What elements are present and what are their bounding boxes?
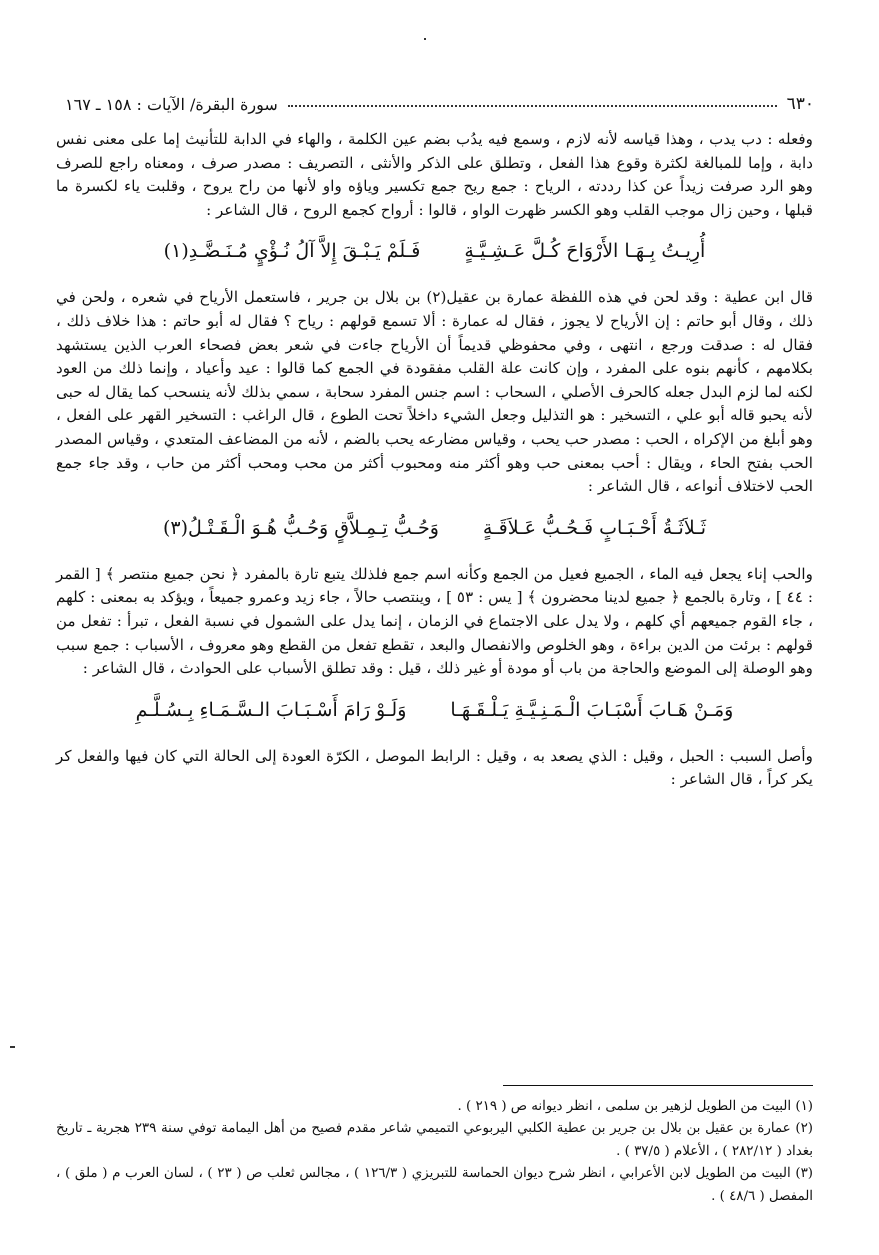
verse-1-first-hemistich: أُرِيـتُ بِـهَـا الأَرْوَاحَ كُـلَّ عَـشِـيَّـةٍ [464, 240, 706, 263]
footnote-2: (٢) عمارة بن عقيل بن بلال بن جرير بن عطية الكلبي اليربوعي التميمي شاعر مقدم فصيح من أهل اليمامة توفي سنة ٢٣٩ هجرية ـ تاريخ بغداد ( ٢٨٢/١٢ ) ، الأعلام ( ٣٧/٥ ) . [56, 1121, 813, 1159]
verse-1 [56, 230, 813, 272]
page-number: ٦٣٠ [786, 94, 814, 114]
footnote-1: (١) البيت من الطويل لزهير بن سلمى ، انظر ديوانه ص ( ٢١٩ ) . [457, 1099, 813, 1114]
verse-3-second-hemistich: وَلَـوْ رَامَ أَسْـبَـابَ الـسَّـمَـاءِ بِـسُـلَّـمِ [135, 698, 407, 721]
verse-2-first-hemistich: ثَـلاَثَـةُ أَحْـبَـابٍ فَـحُـبُّ عَـلاَقَـةٍ [482, 516, 707, 539]
running-header [65, 92, 814, 116]
footnote-3: (٣) البيت من الطويل لابن الأعرابي ، انظر شرح ديوان الحماسة للتبريزي ( ١٢٦/٣ ) ، مجالس ثعلب ص ( ٢٣ ) ، لسان العرب م ( ملق ) ، المفصل ( ٤٨/٦ ) . [56, 1166, 814, 1204]
paragraph-1: وفعله : دب يدب ، وهذا قياسه لأنه لازم ، وسمع فيه يدُب بضم عين الكلمة ، والهاء في الدابة للتأنيث إما على معنى نفس دابة ، وإما للمبالغة لكثرة وقوع هذا الفعل ، وتطلق على الذكر والأنثى ، التصريف : مصدر صرف ، ومعناه راجع للصرف وهو الرد صرفت زيداً عن كذا رددته ، الرياح : جمع ريح جمع تكسير وياؤه واو لأنها من راح يروح ، وقلبت ياء لكسرة ما قبلها ، وحين زال موجب القلب وهو الكسر ظهرت الواو ، قالوا : أرواح كجمع الروح ، قال الشاعر : [56, 130, 813, 219]
verse-1-second-hemistich: فَـلَمْ يَـبْـقَ إِلاَّ آلُ نُـؤْيٍ مُـنَـضَّـدِ(١) [163, 240, 421, 263]
header-dot-leader [288, 105, 777, 107]
verse-3-first-hemistich: وَمَـنْ هَـابَ أَسْبَـابَ الْـمَـنِـيَّـةِ يَـلْـقَـهَـا [450, 698, 734, 721]
paragraph-4: وأصل السبب : الحبل ، وقيل : الذي يصعد به ، وقيل : الرابط الموصل ، الكرّة العودة إلى الحالة التي كان فيها والفعل كر يكر كراً ، قال الشاعر : [56, 746, 813, 789]
paragraph-2: قال ابن عطية : وقد لحن في هذه اللفظة عمارة بن عقيل(٢) بن بلال بن جرير ، فاستعمل الأرياح في شعره ، ولحن في ذلك ، وقال أبو حاتم : إن الأرياح لا يجوز ، فقال له عمارة : ألا تسمع قولهم : رياح ؟ فقال له أبو حاتم : هذا خلاف ذلك ، فقال له : صدقت ورجع ، انتهى ، وفي محفوظي قديماً أن الأرياح جاءت في شعر بعض فصحاء العرب الذين يستشهد بكلامهم ، كأنهم بنوه على المفرد ، وإن كانت علة القلب مفقودة في الجمع كما قالوا : عيد وأعياد ، وإنما ذلك من العود لكنه لما لزم البدل جعله كالحرف الأصلي ، السحاب : اسم جنس المفرد سحابة ، سمي بذلك لأنه ينسحب كما يقال له حبى لأنه يحبو قاله أبو علي ، التسخير : هو التذليل وجعل الشيء داخلاً تحت الطوع ، قال الراغب : التسخير القهر على الفعل ، وهو أبلغ من الإكراه ، الحب : مصدر حب يحب ، وقياس مضارعه يحب بالضم ، لأنه من المضاعف المتعدي ، وقياس المصدر الحب بفتح الحاء ، ويقال : أحب بمعنى حب وهو أكثر منه ومحبوب أكثر من محب ومحب أكثر من حاب ، وقد جاء جمع الحب لاختلاف أنواعه ، قال الشاعر : [56, 288, 813, 496]
footnotes [56, 1096, 813, 1208]
footnote-separator [503, 1085, 813, 1086]
verse-2 [56, 507, 813, 549]
running-title: سورة البقرة/ الآيات : ١٥٨ ـ ١٦٧ [65, 94, 278, 114]
verse-2-second-hemistich: وَحُـبُّ تِـمِـلاَّقٍ وَحُـبُّ هُـوَ الْـقَـتْـلُ(٣) [162, 516, 439, 539]
main-text [56, 128, 813, 792]
verse-3 [56, 689, 813, 731]
scan-speck-left [10, 1046, 15, 1048]
paragraph-3: والحب إناء يجعل فيه الماء ، الجميع فعيل من الجمع وكأنه اسم جمع فلذلك يتبع تارة بالمفرد ﴿ نحن جميع منتصر ﴾ [ القمر : ٤٤ ] ، وتارة بالجمع ﴿ جميع لدينا محضرون ﴾ [ يس : ٥٣ ] ، وينتصب حالاً ، جاء زيد وعمرو جميعاً ، ويؤكد به بمعنى : كلهم ، جاء القوم جميعهم أي كلهم ، ولا يدل على الاجتماع في الزمان ، إنما يدل على الشمول في نسبة الفعل ، تبرأ : تفعل من قولهم : برئت من الدين براءة ، وهو الخلوص والانفصال والبعد ، تقطع تفعل من القطع وهو معروف ، الأسباب : جمع سبب وهو الوصلة إلى الموضع والحاجة من باب أو مودة أو غير ذلك ، قيل : وقد تطلق الأسباب على الحوادث ، قال الشاعر : [56, 564, 813, 678]
scan-speck-top [424, 38, 426, 40]
